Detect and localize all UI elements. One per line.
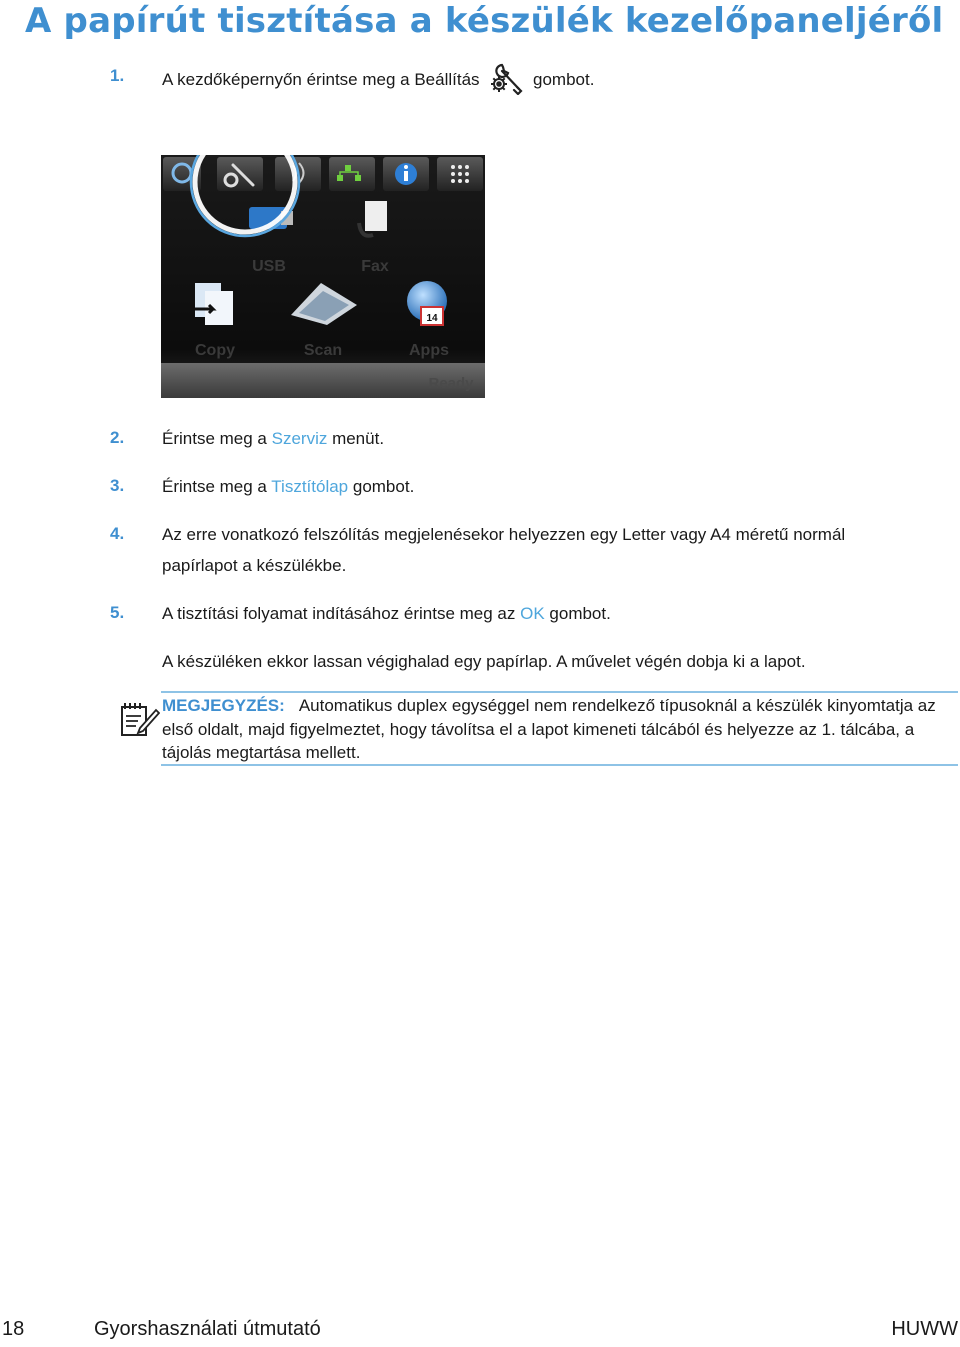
status-ready-label: Ready bbox=[428, 375, 474, 392]
step-3-text: Érintse meg a Tisztítólap gombot. bbox=[162, 477, 415, 496]
copy-label: Copy bbox=[195, 342, 235, 359]
step-number: 3. bbox=[110, 476, 125, 495]
note-label: MEGJEGYZÉS: bbox=[162, 696, 285, 715]
step-1-text bbox=[162, 64, 922, 95]
language-code: HUWW bbox=[891, 1318, 958, 1340]
button-name-tisztitolap: Tisztítólap bbox=[271, 477, 349, 496]
usb-label: USB bbox=[252, 258, 286, 275]
step-1-after: gombot. bbox=[533, 70, 595, 89]
button-name-ok: OK bbox=[520, 604, 545, 623]
step-number: 4. bbox=[110, 524, 125, 543]
control-panel-screenshot bbox=[161, 155, 485, 398]
step-number: 5. bbox=[110, 603, 125, 622]
step-4-text: Az erre vonatkozó felszólítás megjelenésekor helyezzen egy Letter vagy A4 méretű normál papírlapot a készülékbe. bbox=[162, 525, 846, 575]
svg-text:14: 14 bbox=[426, 313, 438, 324]
note-body: Automatikus duplex egységgel nem rendelkező típusoknál a készülék kinyomtatja az első oldalt, majd figyelmeztet, hogy távolítsa el a lapot kimeneti tálcából és helyezze az 1. tálcába, a tájolás megtartása mellett. bbox=[162, 696, 936, 762]
page-number: 18 bbox=[2, 1318, 25, 1340]
fax-label: Fax bbox=[361, 258, 389, 275]
note-text bbox=[162, 694, 958, 765]
step-5-text: A tisztítási folyamat indításához érintse meg az OK gombot. bbox=[162, 604, 611, 623]
note-top-rule bbox=[161, 691, 958, 693]
step-5-followup: A készüléken ekkor lassan végighalad egy papírlap. A művelet végén dobja ki a lapot. bbox=[162, 652, 806, 671]
note-pad-pencil-icon bbox=[118, 698, 160, 740]
note-bottom-rule bbox=[161, 764, 958, 766]
step-1-before: A kezdőképernyőn érintse meg a Beállítás bbox=[162, 70, 480, 89]
menu-name-szerviz: Szerviz bbox=[271, 429, 328, 448]
apps-label: Apps bbox=[409, 342, 449, 359]
step-2-text: Érintse meg a Szerviz menüt. bbox=[162, 429, 385, 448]
settings-wrench-gear-icon bbox=[488, 61, 524, 95]
step-number: 1. bbox=[110, 66, 125, 85]
guide-title: Gyorshasználati útmutató bbox=[94, 1318, 321, 1340]
step-number: 2. bbox=[110, 428, 125, 447]
scan-label: Scan bbox=[303, 342, 343, 359]
page-title: A papírút tisztítása a készülék kezelőpaneljéről bbox=[25, 1, 944, 41]
